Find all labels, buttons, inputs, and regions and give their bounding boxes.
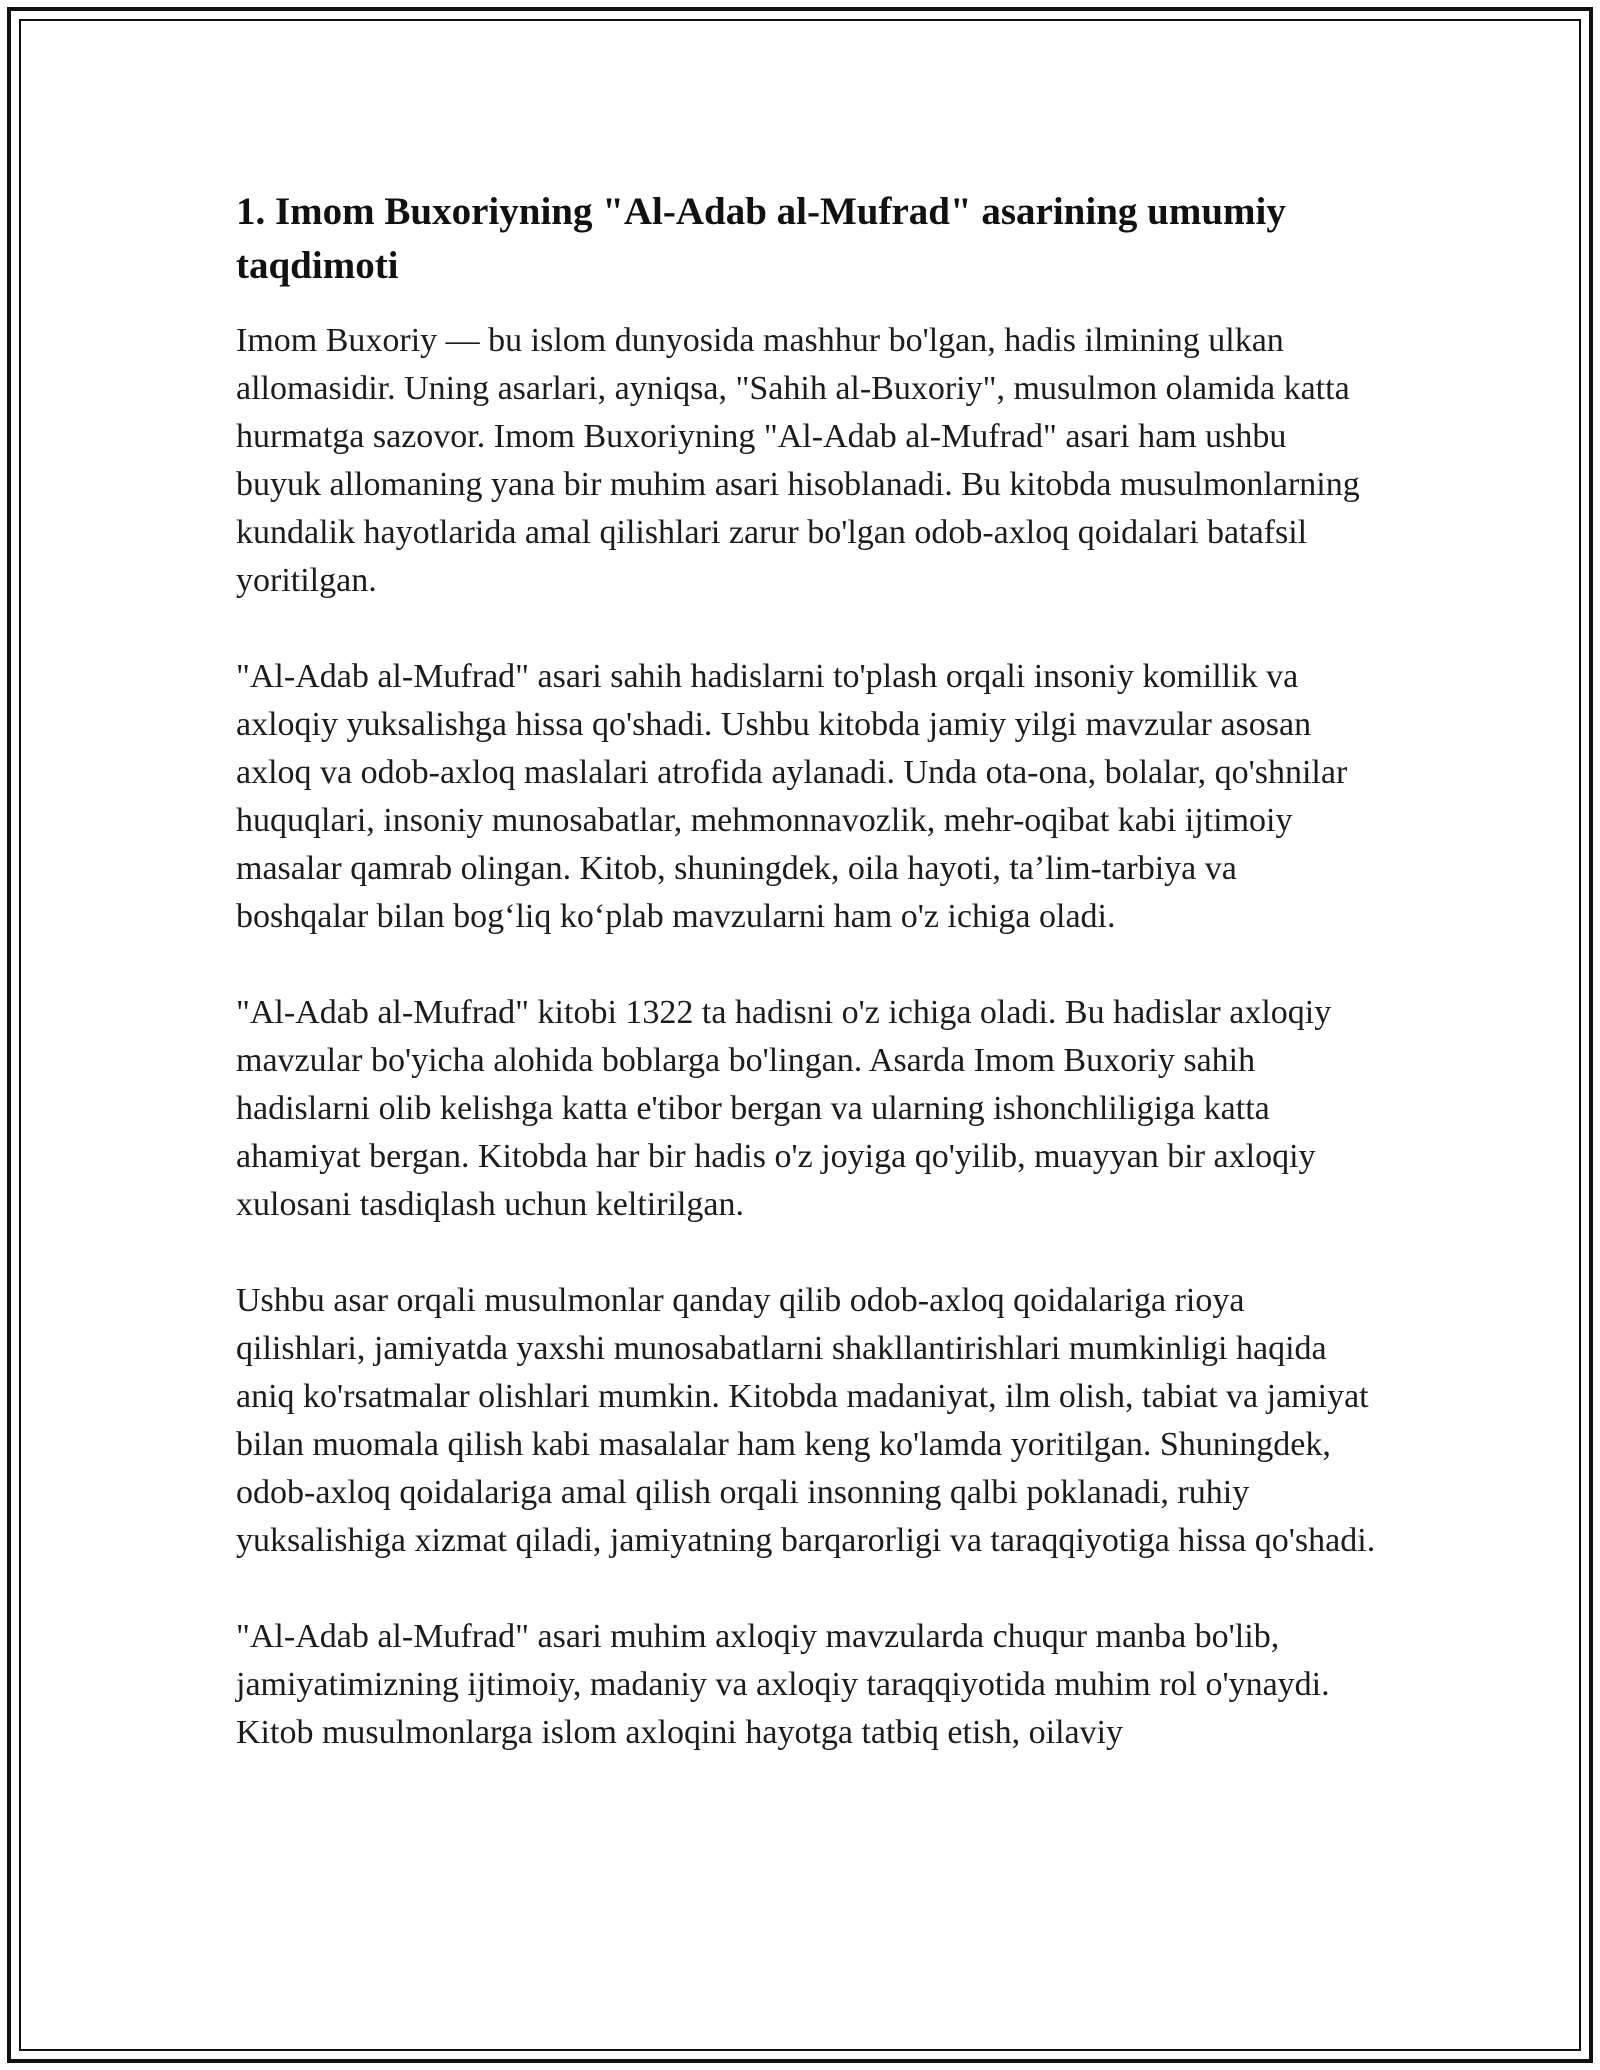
document-body — [236, 185, 1376, 1805]
paragraph-significance: "Al-Adab al-Mufrad" asari muhim axloqiy mavzularda chuqur manba bo'lib, jamiyatimizning ijtimoiy, madaniy va axloqiy taraqqiyotida muhim rol o'ynaydi. Kitob musulmonlarga islom axloqini hayotga tatbiq etish, oilaviy — [236, 1618, 1330, 1751]
paragraph-hadith-count: "Al-Adab al-Mufrad" kitobi 1322 ta hadisni o'z ichiga oladi. Bu hadislar axloqiy mavzular bo'yicha alohida boblarga bo'lingan. Asarda Imom Buxoriy sahih hadislarni olib kelishga katta e'tibor bergan va ularning ishonchliligiga katta ahamiyat bergan. Kitobda har bir hadis o'z joyiga qo'yilib, muayyan bir axloqiy xulosani tasdiqlash uchun keltirilgan. — [236, 994, 1332, 1223]
paragraph-intro: Imom Buxoriy — bu islom dunyosida mashhur bo'lgan, hadis ilmining ulkan allomasidir. Uning asarlari, ayniqsa, "Sahih al-Buxoriy", musulmon olamida katta hurmatga sazovor. Imom Buxoriyning "Al-Adab al-Mufrad" asari ham ushbu buyuk allomaning yana bir muhim asari hisoblanadi. Bu kitobda musulmonlarning kundalik hayotlarida amal qilishlari zarur bo'lgan odob-axloq qoidalari batafsil yoritilgan. — [236, 322, 1360, 599]
paragraph-topics: "Al-Adab al-Mufrad" asari sahih hadislarni to'plash orqali insoniy komillik va axloqiy yuksalishga hissa qo'shadi. Ushbu kitobda jamiy yilgi mavzular asosan axloq va odob-axloq maslalari atrofida aylanadi. Unda ota-ona, bolalar, qo'shnilar huquqlari, insoniy munosabatlar, mehmonnavozlik, mehr-oqibat kabi ijtimoiy masalar qamrab olingan. Kitob, shuningdek, oila hayoti, ta’lim-tarbiya va boshqalar bilan bog‘liq ko‘plab mavzularni ham o'z ichiga oladi. — [236, 658, 1348, 935]
paragraph-guidance: Ushbu asar orqali musulmonlar qanday qilib odob-axloq qoidalariga rioya qilishlari, jamiyatda yaxshi munosabatlarni shakllantirishlari mumkinligi haqida aniq ko'rsatmalar olishlari mumkin. Kitobda madaniyat, ilm olish, tabiat va jamiyat bilan muomala qilish kabi masalalar ham keng ko'lamda yoritilgan. Shuningdek, odob-axloq qoidalariga amal qilish orqali insonning qalbi poklanadi, ruhiy yuksalishiga xizmat qiladi, jamiyatning barqarorligi va taraqqiyotiga hissa qo'shadi. — [236, 1282, 1376, 1559]
section-heading: 1. Imom Buxoriyning "Al-Adab al-Mufrad" asarining umumiy taqdimoti — [236, 190, 1286, 287]
